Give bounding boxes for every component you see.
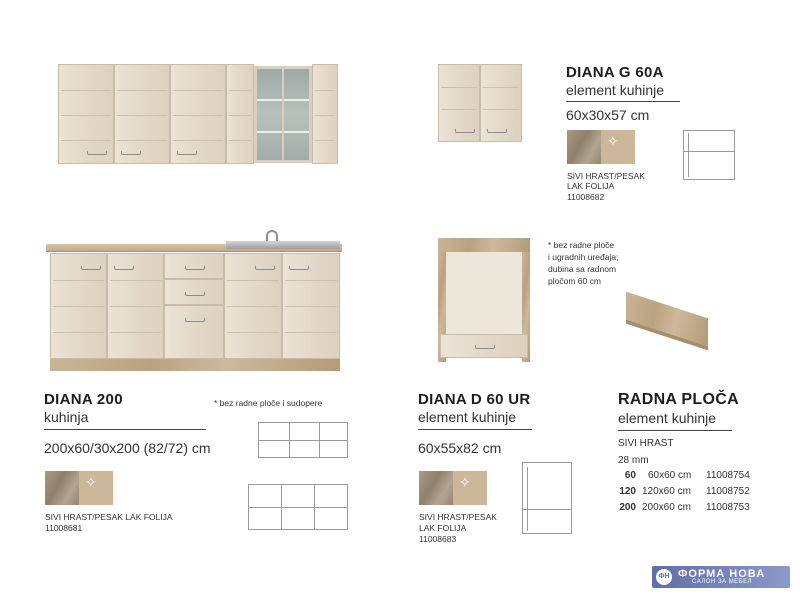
sparkle-icon: ✧ — [459, 474, 471, 490]
row-size: 120 — [619, 486, 636, 497]
brand-logo — [652, 566, 790, 588]
g60a-code: 11008682 — [567, 192, 605, 202]
plate-title: RADNA PLOČA — [618, 391, 739, 408]
d200-subtitle: kuhinja — [44, 409, 89, 425]
row-code: 11008752 — [706, 486, 750, 497]
d200-dimensions: 200x60/30x200 (82/72) cm — [44, 440, 211, 456]
wall-door-1 — [58, 64, 114, 164]
wall-cabinet-row-image — [58, 64, 340, 166]
plinth — [50, 359, 340, 371]
d200-line-drawing-upper — [258, 422, 348, 458]
row-code: 11008754 — [706, 470, 750, 481]
d200-finish-1: SIVI HRAST/PESAK LAK FOLIJA — [45, 512, 173, 522]
g60a-dimensions: 60x30x57 cm — [566, 107, 650, 123]
sink — [226, 241, 340, 249]
d60ur-title: DIANA D 60 UR — [418, 391, 531, 408]
table-row — [614, 470, 784, 486]
g60a-divider — [566, 101, 680, 102]
wall-glass-door — [254, 66, 312, 163]
worktop-sample-image — [626, 292, 708, 351]
d60ur-dimensions: 60x55x82 cm — [418, 440, 502, 456]
g60a-subtitle: element kuhinje — [566, 82, 665, 98]
d60ur-swatch-oak — [419, 471, 453, 505]
d60ur-finish-2: LAK FOLIJA — [419, 523, 467, 533]
row-dims: 200x60 cm — [642, 502, 691, 513]
d60ur-swatch-sand — [453, 471, 487, 505]
brand-name: ФОРМА НОВА — [678, 568, 766, 580]
g60a-title: DIANA G 60A — [566, 64, 664, 81]
d200-title: DIANA 200 — [44, 391, 123, 408]
brand-tagline: САЛОН ЗА МЕБЕЛ — [692, 579, 753, 585]
plate-thickness: 28 mm — [618, 455, 649, 466]
plate-subtitle: element kuhinje — [618, 410, 717, 426]
sparkle-icon: ✧ — [607, 133, 619, 149]
g60a-line-drawing — [683, 130, 735, 180]
brand-mark-icon: ФН — [656, 569, 672, 585]
d200-swatch-sand — [79, 471, 113, 505]
d200-line-drawing-lower — [248, 484, 348, 530]
row-size: 200 — [619, 502, 636, 513]
d200-note: * bez radne ploče i sudopere — [214, 398, 323, 408]
d200-swatch-oak — [45, 471, 79, 505]
d60ur-note-3: dubina sa radnom — [548, 264, 617, 274]
d60ur-cabinet-image — [438, 238, 530, 362]
d60ur-note-2: i ugradnih uređaja; — [548, 252, 619, 262]
d60ur-note-4: pločom 60 cm — [548, 276, 601, 286]
row-dims: 120x60 cm — [642, 486, 691, 497]
plate-material: SIVI HRAST — [618, 438, 674, 449]
base-cabinet-row-image — [46, 228, 342, 373]
d60ur-note-1: * bez radne ploče — [548, 240, 615, 250]
wall-door-3 — [170, 64, 226, 164]
d60ur-line-drawing — [522, 462, 572, 534]
d60ur-divider — [418, 429, 532, 430]
table-row — [614, 486, 784, 502]
d60ur-code: 11008683 — [419, 534, 457, 544]
g60a-swatch-sand — [601, 130, 635, 164]
g60a-finish-2: LAK FOLIJA — [567, 181, 615, 191]
d60ur-subtitle: element kuhinje — [418, 409, 517, 425]
g60a-finish-1: SIVI HRAST/PESAK — [567, 171, 645, 181]
g60a-cabinet-image — [438, 64, 522, 142]
wall-door-2 — [114, 64, 170, 164]
wall-door-5 — [312, 64, 338, 164]
sparkle-icon: ✧ — [85, 474, 97, 490]
d200-code: 11008681 — [45, 523, 83, 533]
plate-divider — [618, 430, 732, 431]
row-code: 11008753 — [706, 502, 750, 513]
d200-divider — [44, 429, 206, 430]
d60ur-finish-1: SIVI HRAST/PESAK — [419, 512, 497, 522]
wall-door-4 — [226, 64, 254, 164]
row-dims: 60x60 cm — [648, 470, 692, 481]
table-row — [614, 502, 784, 518]
g60a-swatch-oak — [567, 130, 601, 164]
row-size: 60 — [624, 470, 636, 481]
